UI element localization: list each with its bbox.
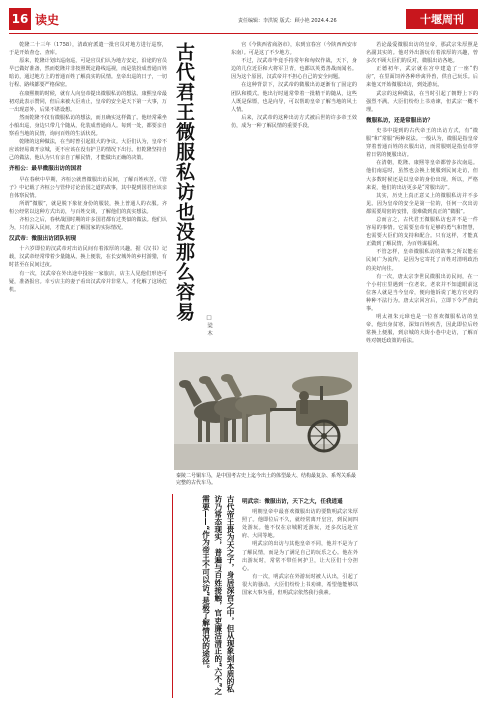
paragraph: 明朝皇帝中最喜欢微服出访的要数明武宗朱厚照了。他即位后不久，就经常离开皇宫，到民间四处游玩。他不仅在京城附近游玩，还多次远赴宣府、大同等地。 — [242, 509, 358, 540]
subheading: 微服私访，还是常服出访？ — [366, 117, 434, 124]
article-column-5 — [366, 41, 478, 699]
paragraph: 有一次，汉武帝在外出途中投宿一家旅店，店主人见他们形迹可疑，准备报官。幸亏店主的妻子看出汉武帝并非常人，才化解了这场危机。 — [9, 270, 167, 293]
article-column-2 — [231, 41, 357, 347]
paragraph: 有一次，明武宗在外游玩时被人认出，引起了很大的骚动。大臣们纷纷上书劝谏，希望他能够以国家大事为重，但明武宗依然我行我素。 — [242, 573, 358, 597]
paragraph: 不管怎样，皇帝微服私访的故事之所以能在民间广为流传，是因为它寄托了百姓对清明政治的美好向往。 — [366, 249, 478, 272]
photo-caption: 秦陵二号铜车马，是中国考古史上迄今出土的体型最大、结构最复杂、系驾关系最完整的古代车马。 — [176, 473, 357, 486]
paragraph: 在清朝，乾隆、康熙等皇帝都曾多次南巡。他们南巡时，虽然也会换上便服到民间走访，但大多数时候还是以皇帝的身份出现。所以，严格来说，他们的出访更多是“常服出访”。 — [366, 160, 478, 191]
paragraph: 后来，汉武帝的这种出访方式被后世的许多帝王效仿，成为一种了解民情的重要手段。 — [231, 114, 357, 129]
paragraph: 明武宗的出访与其他皇帝不同，他并不是为了了解民情，而是为了满足自己的玩乐之心。他在外出游玩时，常常不带任何护卫，让大臣们十分担心。 — [242, 541, 358, 572]
paragraph: 武宗的这种做法，在当时引起了朝野上下的强烈不满。大臣们纷纷上书劝谏，但武宗一概不理。 — [366, 90, 478, 113]
paragraph: 其实，历史上真正意义上的微服私访并不多见。因为皇帝的安全是第一位的，任何一次出访都需要周密的安排，很难做到真正的“微服”。 — [366, 192, 478, 215]
paragraph: 早在春秋中早期，齐桓公就曾微服出访民间，了解百姓疾苦。《管子》中记载了齐桓公与管仲讨论治国之道的故事，其中提到国君应该亲自体察民情。 — [9, 176, 167, 199]
article-column-1 — [9, 41, 167, 699]
paragraph: 正德初年，武宗就在宫中建造了一座“豹房”，在里面饲养各种珍禽异兽，供自己玩乐。后来他又开始微服出访，到处游玩。 — [366, 66, 478, 89]
header-rule — [9, 33, 478, 34]
article-column-4 — [242, 495, 358, 699]
paragraph: 然而乾隆不仅有微服私访的想法，而且确实这样做了。他经常乘坐小船出巡，身边只带几个随从，化装成普通商人。每到一处，都要亲自察看当地的民情，询问百姓的生活状况。 — [9, 114, 167, 138]
paragraph: 总而言之，古代君王微服私访也并不是一件容易的事情。它需要皇帝有足够的勇气和智慧，也需要大臣们的支持和配合。只有这样，才能真正做到了解民情，为百姓谋福利。 — [366, 216, 478, 248]
chariot-illustration — [174, 352, 358, 470]
paragraph: 所谓“微服”，就是脱下象征身份的服装，换上普通人的衣服。齐桓公经常以这种方式出访，与百姓交谈，了解他们的真实想法。 — [9, 200, 167, 215]
paragraph: 在康熙朝的时候，就有人向皇帝提出微服私访的想法。康熙皇帝最初对此表示赞同，但后来被大臣劝止，皇帝的安全是天下第一大事，万一出现意外，后果不堪设想。 — [9, 90, 167, 113]
section-name: 读史 — [35, 13, 60, 27]
subheading: 明武宗：微服出访，天下之大，任我逍遥 — [242, 499, 343, 505]
newspaper-brand: 十堰周刊 — [406, 9, 478, 29]
paragraph: 若论最爱微服出访的皇帝，那武宗朱厚照是名副其实的。他对外出游玩有着浓厚的兴趣，曾多次不顾大臣们的反对，微服出访各地。 — [366, 42, 478, 65]
paragraph: 十六岁即位的汉武帝对出访民间有着浓厚的兴趣。据《汉书》记载，汉武帝经常带着少量随从，换上便装，在长安城外的乡村游猎，有时甚至在民间过夜。 — [9, 246, 167, 269]
paragraph: 不过，汉武帝毕竟手持常年和匈奴作战，天下，身边的几位近臣和大将军卫青，也都以英勇善战而闻名。因为这个原因，汉武帝并不担心自己的安全问题。 — [231, 58, 357, 81]
bronze-chariot-photo — [174, 352, 358, 470]
article-title: 古代君王微服私访也没那么容易 — [173, 42, 195, 322]
pull-quote: 古代帝王贵为天之子，身居深宫之中，但从现象到本质的私访乃常态现实，普遍与百姓接触，官吏廉洁清正的“六不”之需要——“作为帝王不可以访”是极了解情况的途径。 — [201, 495, 235, 695]
paragraph: 原来，乾隆计划出巡南巡，可是官员们认为地方安定，沿途的官员早已做好准备，然而乾隆并非按照既定路线巡视，而是装扮成普通百姓暗访，通过地方上的普通百姓了解真实的民情。皇帝出巡的日子，一切行程、路线都要严格保密。 — [9, 58, 167, 89]
editor-credits: 责任编辑：李洪锐 版式：顾小艳 2024.4.26 — [238, 18, 337, 24]
subheading: 齐桓公：最早微服出访的国君 — [9, 166, 82, 173]
paragraph: 在这种背景下，汉武帝的微服出访逐渐有了固定的团队和模式。他出行时通常带着一批精干的随从，这些人既是保镖，也是向导，可以帮助皇帝了解当地的风土人情。 — [231, 82, 357, 113]
article-author: □ 梁 木 — [206, 315, 212, 336]
paragraph: 官《今陕西省商洛市》，东到宜春宫（今陕西西安市东南）。可是这了不少地方。 — [231, 42, 357, 57]
page-number: 16 — [9, 8, 31, 30]
paragraph: 史书中提到的古代帝王的出访方式，有“微服”和“常服”两种说法。一般认为，微服是指皇帝穿着普通百姓的衣服出访，而常服则是指皇帝穿着日常的便服出访。 — [366, 127, 478, 159]
paragraph: 乾隆的这种做法，在当时曾引起很大的争议。大臣们认为，皇帝不应该轻易离开京城，更不应该在没有护卫的情况下出行。但乾隆坚持自己的做法，他认为只有亲自了解民情，才能做出正确的决策。 — [9, 139, 167, 162]
subheading: 汉武帝：微服出访团队初现 — [9, 236, 77, 243]
paragraph: 明太祖朱元璋也是一位喜欢微服私访的皇帝。他出身贫寒，深知百姓疾苦，因此即位后经常换上便服，到京城的大街小巷中走访，了解百姓对朝廷政策的看法。 — [366, 314, 478, 345]
paragraph: 有一次，唐太宗李世民微服出访民间，在一个小村庄里遇到一位老农。老农并不知道眼前这位客人就是当今皇帝，便向他诉说了地方官吏的种种不法行为。唐太宗回宫后，立即下令严查此事。 — [366, 273, 478, 312]
paragraph: 乾隆二十三年（1758），清政府派遣一批官员对地方进行巡察，于是开始查仓、查库。 — [9, 42, 167, 57]
paragraph: 齐桓公之后，春秋战国时期的许多国君都有过类似的做法。他们认为，只有深入民间，才能真正了解国家的实际情况。 — [9, 216, 167, 232]
